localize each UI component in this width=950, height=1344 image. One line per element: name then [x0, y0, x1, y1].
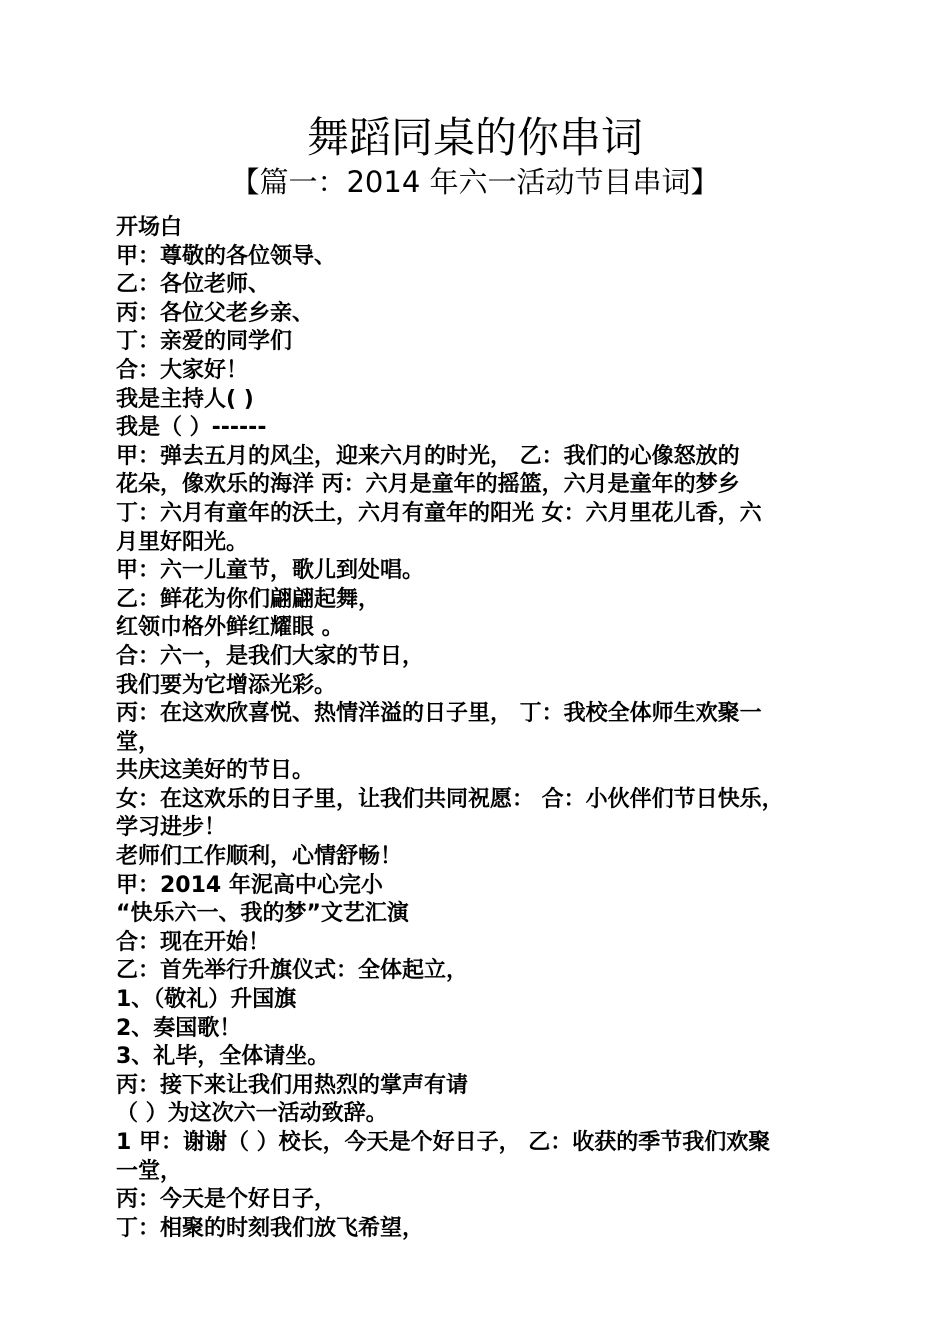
text-line: 乙：首先举行升旗仪式：全体起立，	[116, 958, 469, 984]
text-line: “快乐六一、我的梦”文艺汇演	[116, 901, 409, 927]
text-line: 2、奏国歌！	[116, 1015, 242, 1041]
text-line: 合：大家好！	[116, 357, 249, 383]
text-line: 学习进步！	[116, 815, 227, 841]
text-line: 丙：接下来让我们用热烈的掌声有请	[116, 1072, 469, 1098]
text-line: 一堂，	[116, 1158, 183, 1184]
text-line: 开场白	[116, 215, 183, 240]
document-subtitle: 【篇一：2014 年六一活动节目串词】	[230, 165, 720, 199]
text-line: 丙：在这欢欣喜悦、热情洋溢的日子里， 丁：我校全体师生欢聚一	[116, 701, 762, 727]
text-line: 共庆这美好的节日。	[116, 758, 315, 784]
text-line: 合：六一，是我们大家的节日，	[116, 643, 425, 669]
text-line: 丁：亲爱的同学们	[116, 329, 293, 355]
document-body	[116, 214, 836, 1243]
text-line: 乙：各位老师、	[116, 272, 271, 298]
text-line: 我是主持人( )	[116, 386, 254, 412]
text-line: 堂，	[116, 729, 161, 755]
text-line: 丁：六月有童年的沃土，六月有童年的阳光 女：六月里花儿香，六	[116, 500, 762, 526]
text-line: 丙：各位父老乡亲、	[116, 300, 315, 326]
text-line: 1 甲：谢谢（ ）校长，今天是个好日子， 乙：收获的季节我们欢聚	[116, 1130, 771, 1155]
text-line: 丙：今天是个好日子，	[116, 1187, 337, 1213]
text-line: 女：在这欢乐的日子里，让我们共同祝愿： 合：小伙伴们节日快乐，	[116, 786, 784, 812]
text-line: 甲：2014 年泥高中心完小	[116, 872, 383, 898]
text-line: 我们要为它增添光彩。	[116, 672, 337, 698]
document-title: 舞蹈同桌的你串词	[306, 113, 643, 162]
text-line: 丁：相聚的时刻我们放飞希望，	[116, 1215, 425, 1241]
text-line: 1、（敬礼）升国旗	[116, 987, 297, 1013]
text-line: 甲：尊敬的各位领导、	[116, 243, 337, 269]
text-line: 合：现在开始！	[116, 929, 271, 955]
text-line: 月里好阳光。	[116, 529, 249, 555]
text-line: 红领巾格外鲜红耀眼 。	[116, 615, 344, 641]
text-line: 甲：弹去五月的风尘，迎来六月的时光， 乙：我们的心像怒放的	[116, 443, 740, 469]
text-line: 花朵，像欢乐的海洋 丙：六月是童年的摇篮，六月是童年的梦乡	[116, 472, 740, 498]
text-line: 我是（ ）------	[116, 415, 267, 441]
text-line: 3、礼毕，全体请坐。	[116, 1044, 330, 1070]
text-line: 乙：鲜花为你们翩翩起舞，	[116, 586, 381, 612]
text-line: 老师们工作顺利，心情舒畅！	[116, 844, 403, 870]
text-line: 甲：六一儿童节，歌儿到处唱。	[116, 558, 425, 584]
text-line: （ ）为这次六一活动致辞。	[116, 1101, 388, 1127]
